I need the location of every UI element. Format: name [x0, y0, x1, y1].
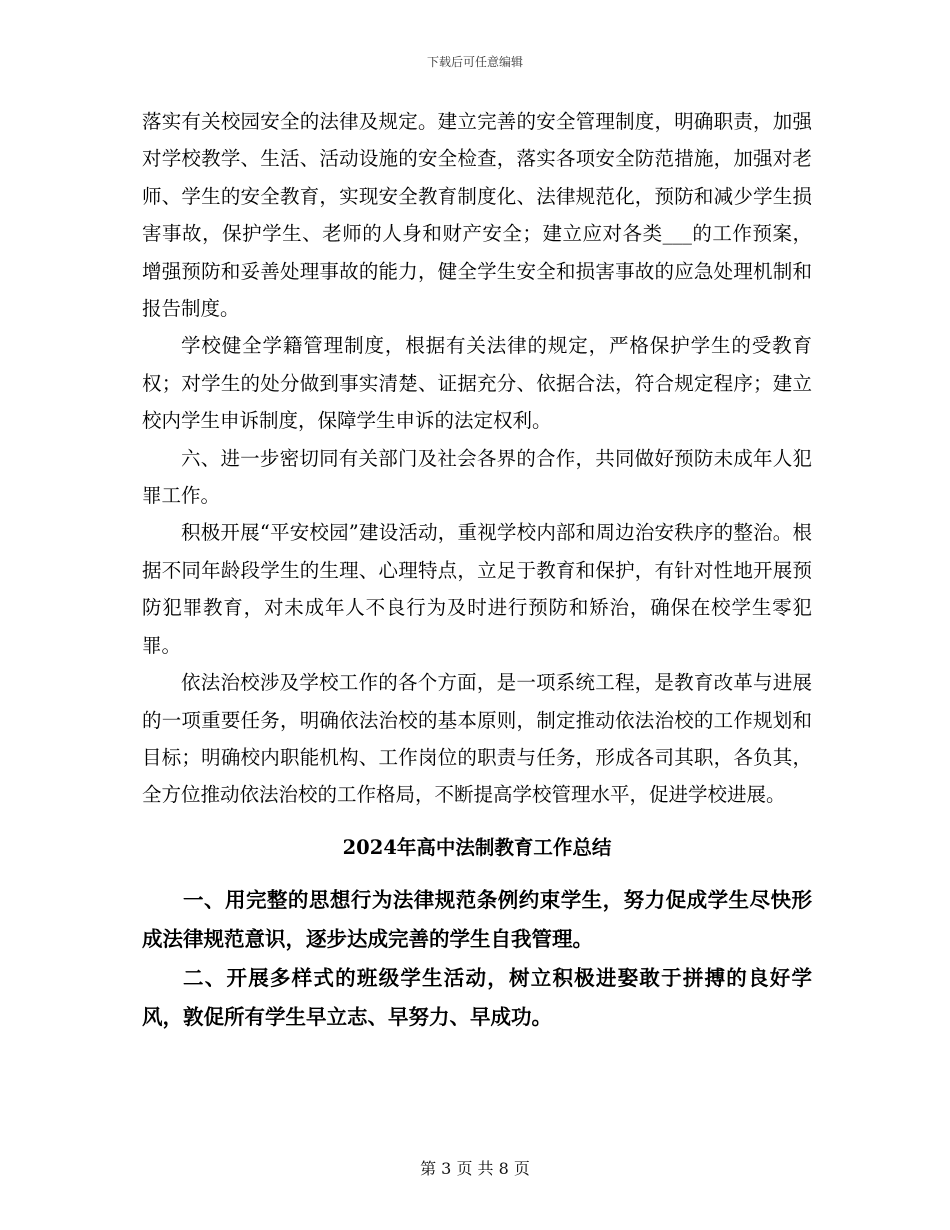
section-point-one: 一、用完整的思想行为法律规范条例约束学生，努力促成学生尽快形成法律规范意识，逐步达成完善的学生自我管理。	[142, 887, 812, 951]
document-body	[142, 103, 812, 1037]
paragraph-safe-campus: 积极开展“平安校园”建设活动，重视学校内部和周边治安秩序的整治。根据不同年龄段学生的生理、心理特点，立足于教育和保护，有针对性地开展预防犯罪教育，对未成年人不良行为及时进行预防和矫治，确保在校学生零犯罪。	[142, 521, 812, 657]
page-header-note: 下载后可任意编辑	[426, 55, 523, 69]
section-title: 2024年高中法制教育工作总结	[342, 835, 612, 859]
page-footer-indicator: 第 3 页 共 8 页	[420, 1159, 530, 1178]
paragraph-campus-safety: 落实有关校园安全的法律及规定。建立完善的安全管理制度，明确职责，加强对学校教学、生活、活动设施的安全检查，落实各项安全防范措施，加强对老师、学生的安全教育，实现安全教育制度化、法律规范化，预防和减少学生损害事故，保护学生、老师的人身和财产安全；建立应对各类___的工作预案，增强预防和妥善处理事故的能力，健全学生安全和损害事故的应急处理机制和报告制度。	[142, 110, 812, 321]
paragraph-student-records: 学校健全学籍管理制度，根据有关法律的规定，严格保护学生的受教育权；对学生的处分做到事实清楚、证据充分、依据合法，符合规定程序；建立校内学生申诉制度，保障学生申诉的法定权利。	[142, 334, 812, 433]
section-point-two: 二、开展多样式的班级学生活动，树立积极进娶敢于拼搏的良好学风，敦促所有学生早立志、早努力、早成功。	[142, 965, 812, 1029]
paragraph-rule-of-law: 依法治校涉及学校工作的各个方面，是一项系统工程，是教育改革与进展的一项重要任务，明确依法治校的基本原则，制定推动依法治校的工作规划和目标；明确校内职能机构、工作岗位的职责与任务，形成各司其职，各负其，全方位推动依法治校的工作格局，不断提高学校管理水平，促进学校进展。	[142, 671, 812, 807]
paragraph-item-six: 六、进一步密切同有关部门及社会各界的合作，共同做好预防未成年人犯罪工作。	[142, 446, 812, 508]
